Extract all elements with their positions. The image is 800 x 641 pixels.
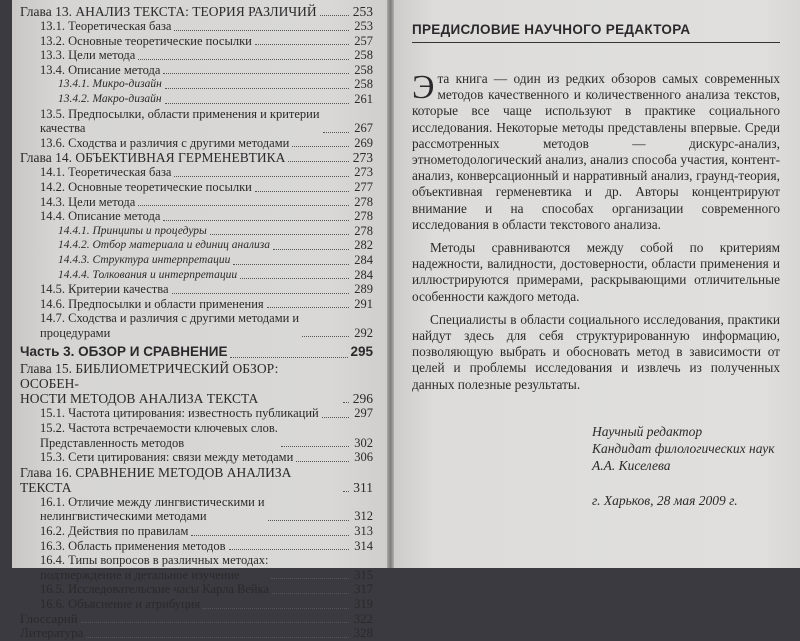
toc-entry — [20, 63, 373, 78]
toc-entry — [20, 421, 373, 450]
toc-entry-page: 284 — [354, 267, 373, 282]
toc-entry — [20, 253, 373, 268]
toc-entry-title: 16.6. Объяснение и атрибуция — [40, 597, 201, 611]
toc-entry-title: 14.4.4. Толкования и интерпретации — [58, 268, 238, 281]
toc-entry-page: 315 — [354, 567, 373, 582]
toc-entry-title: 14.7. Сходства и различия с другими методами и процедурами — [40, 311, 300, 340]
toc-leader-dots — [174, 176, 349, 177]
toc-entry — [20, 34, 373, 49]
toc-entry — [20, 224, 373, 239]
toc-entry — [20, 465, 373, 495]
toc-leader-dots — [138, 59, 349, 60]
toc-entry-page: 312 — [354, 509, 373, 524]
preface-title: ПРЕДИСЛОВИЕ НАУЧНОГО РЕДАКТОРА — [412, 22, 780, 43]
toc-entry-page: 297 — [354, 406, 373, 421]
toc-entry — [20, 165, 373, 180]
toc-leader-dots — [255, 44, 349, 45]
toc-entry — [20, 342, 373, 361]
toc-leader-dots — [323, 132, 349, 133]
toc-leader-dots — [267, 307, 349, 308]
toc-leader-dots — [229, 549, 349, 550]
toc-leader-dots — [271, 578, 349, 579]
toc-entry — [20, 539, 373, 554]
table-of-contents — [20, 4, 373, 641]
toc-entry-title: Глава 16. СРАВНЕНИЕ МЕТОДОВ АНАЛИЗА ТЕКСТА — [20, 464, 292, 495]
toc-entry — [20, 406, 373, 421]
preface-paragraph-3: Специалисты в области социального исследования, практики найдут здесь для себя структурированную информацию, позволяющую выбрать и обосновать метод в зависимости от целей и проблемы исследования и извлечь из полученных данных полезные результаты. — [412, 311, 780, 392]
toc-leader-dots — [343, 491, 349, 492]
book-spine — [387, 0, 394, 568]
toc-entry-title: 16.1. Отличие между лингвистическими и нелингвистическими методами — [40, 494, 265, 524]
toc-leader-dots — [86, 637, 349, 638]
toc-leader-dots — [203, 608, 349, 609]
toc-entry-title: 14.4. Описание метода — [40, 209, 161, 224]
toc-leader-dots — [191, 535, 349, 536]
toc-entry — [20, 582, 373, 597]
toc-entry-title: 16.5. Исследовательские часы Карла Вейка — [40, 582, 270, 597]
toc-entry-title: 13.1. Теоретическая база — [40, 19, 172, 33]
toc-entry-page: 269 — [354, 135, 373, 150]
preface-page — [394, 0, 800, 568]
toc-entry — [20, 612, 373, 627]
toc-entry — [20, 48, 373, 63]
toc-entry-page: 257 — [354, 33, 373, 48]
toc-entry-title: 13.4.1. Микро-дизайн — [58, 78, 162, 91]
toc-entry-title: 13.6. Сходства и различия с другими методами — [40, 135, 290, 150]
toc-entry-page: 253 — [354, 19, 373, 33]
toc-leader-dots — [240, 278, 349, 279]
toc-entry — [20, 450, 373, 465]
toc-entry-title: 15.1. Частота цитирования: известность публикаций — [40, 406, 319, 421]
toc-leader-dots — [174, 30, 349, 31]
toc-entry-page: 258 — [354, 48, 373, 63]
toc-entry-title: 16.2. Действия по правилам — [40, 524, 189, 539]
signature-place-date: г. Харьков, 28 мая 2009 г. — [592, 492, 738, 508]
toc-entry-page: 306 — [354, 450, 373, 465]
toc-entry-title: 16.3. Область применения методов — [40, 538, 226, 553]
toc-entry-title: Литература — [20, 625, 84, 641]
toc-entry-page: 261 — [354, 91, 373, 106]
toc-entry-page: 289 — [354, 282, 373, 297]
toc-entry-title: 14.4.3. Структура интерпретации — [58, 253, 231, 266]
toc-entry — [20, 136, 373, 151]
toc-entry-page: 278 — [354, 194, 373, 209]
signature-degree: Кандидат филологических наук — [592, 440, 775, 456]
toc-entry-title: Часть 3. ОБЗОР И СРАВНЕНИЕ — [20, 344, 228, 360]
toc-entry-title: 14.6. Предпосылки и области применения — [40, 296, 264, 311]
toc-entry — [20, 92, 373, 107]
toc-entry-page: 277 — [354, 179, 373, 194]
toc-leader-dots — [233, 264, 349, 265]
toc-entry-page: 296 — [352, 391, 373, 407]
toc-entry-title: Глава 15. БИБЛИОМЕТРИЧЕСКИЙ ОБЗОР: ОСОБЕН- НОСТИ МЕТОДОВ АНАЛИЗА ТЕКСТА — [20, 361, 279, 407]
toc-entry — [20, 150, 373, 165]
toc-entry-page: 302 — [354, 435, 373, 450]
preface-paragraph-1 — [412, 71, 780, 233]
toc-entry — [20, 19, 373, 34]
toc-leader-dots — [210, 234, 349, 235]
toc-entry-page: 319 — [354, 597, 373, 611]
toc-leader-dots — [165, 103, 349, 104]
toc-leader-dots — [81, 622, 349, 623]
toc-entry — [20, 361, 373, 406]
toc-leader-dots — [272, 593, 349, 594]
toc-entry-title: 13.4. Описание метода — [40, 62, 161, 77]
drop-cap: Э — [412, 69, 435, 106]
toc-leader-dots — [165, 88, 349, 89]
toc-entry-page: 253 — [352, 4, 373, 19]
toc-entry-title: 14.5. Критерии качества — [40, 282, 169, 297]
toc-entry-page: 284 — [354, 252, 373, 267]
toc-entry-title: 14.4.2. Отбор материала и единиц анализа — [58, 239, 270, 252]
toc-entry-title: 14.4.1. Принципы и процедуры — [58, 224, 207, 237]
toc-entry — [20, 77, 373, 92]
toc-entry — [20, 282, 373, 297]
toc-entry-title: 16.4. Типы вопросов в различных методах: подтверждение и детальное изучение — [40, 553, 269, 582]
toc-entry — [20, 297, 373, 312]
toc-entry-page: 278 — [354, 209, 373, 224]
toc-entry-title: Глава 13. АНАЛИЗ ТЕКСТА: ТЕОРИЯ РАЗЛИЧИЙ — [20, 4, 317, 19]
toc-entry-page: 273 — [354, 165, 373, 180]
toc-entry — [20, 626, 373, 641]
toc-entry — [20, 180, 373, 195]
toc-entry-page: 314 — [354, 538, 373, 553]
toc-entry-title: 14.1. Теоретическая база — [40, 165, 172, 180]
signature-name: А.А. Киселева — [592, 457, 671, 473]
toc-entry-title: 14.3. Цели метода — [40, 194, 136, 209]
toc-entry-title: 15.3. Сети цитирования: связи между методами — [40, 450, 294, 465]
toc-entry-title: 13.5. Предпосылки, области применения и критерии качества — [40, 106, 320, 136]
toc-leader-dots — [302, 336, 349, 337]
toc-entry — [20, 195, 373, 210]
toc-entry-page: 317 — [354, 582, 373, 597]
toc-entry-page: 291 — [354, 296, 373, 311]
toc-entry — [20, 311, 373, 340]
toc-leader-dots — [230, 357, 348, 358]
toc-entry-title: 13.3. Цели метода — [40, 48, 136, 63]
toc-leader-dots — [268, 520, 349, 521]
toc-entry-page: 313 — [354, 524, 373, 539]
toc-entry — [20, 238, 373, 253]
toc-entry — [20, 4, 373, 19]
toc-entry-page: 282 — [354, 238, 373, 253]
toc-entry-page: 328 — [353, 625, 373, 641]
toc-entry — [20, 107, 373, 136]
toc-entry-page: 267 — [354, 121, 373, 136]
toc-entry — [20, 597, 373, 612]
preface-paragraph-2: Методы сравниваются между собой по критериям надежности, валидности, достоверности, области применения и иллюстрируются примерами, раскрывающими отличительные особенности каждого метода. — [412, 240, 780, 304]
signature-role: Научный редактор — [592, 423, 703, 439]
toc-entry-page: 322 — [353, 610, 373, 626]
toc-leader-dots — [273, 249, 349, 250]
toc-entry-page: 258 — [354, 62, 373, 77]
toc-leader-dots — [343, 402, 349, 403]
toc-leader-dots — [296, 461, 349, 462]
toc-entry — [20, 268, 373, 283]
preface-paragraph-1-text: та книга — один из редких обзоров самых современных методов качественного и количественного анализа текстов, которые все чаще используют в практике социального исследования. Некоторые методы представлены впервые. Среди рассмотренных методов — дискурс-анализ, этнометодологический анализ, анализ способа участия, контент-анализ, конверсационный и нарративный анализ, граунд-теория, объективная герменевтика и др. Авторы концентрируют внимание и на способах организации современного исследования в области текстового анализа. — [412, 71, 780, 232]
toc-entry — [20, 495, 373, 524]
toc-leader-dots — [322, 417, 349, 418]
toc-entry-title: 13.2. Основные теоретические посылки — [40, 33, 252, 48]
toc-leader-dots — [281, 446, 349, 447]
toc-page — [12, 0, 387, 641]
toc-entry-page: 311 — [353, 479, 373, 495]
toc-leader-dots — [288, 161, 349, 162]
toc-entry-page: 292 — [354, 325, 373, 340]
toc-leader-dots — [292, 146, 349, 147]
toc-entry-page: 273 — [352, 150, 373, 166]
toc-entry-title: Глоссарий — [20, 610, 78, 626]
toc-leader-dots — [163, 220, 349, 221]
toc-entry-page: 295 — [350, 344, 373, 360]
toc-leader-dots — [163, 73, 349, 74]
toc-entry — [20, 524, 373, 539]
toc-entry-title: 14.2. Основные теоретические посылки — [40, 179, 252, 194]
toc-leader-dots — [172, 293, 349, 294]
toc-entry-title: 15.2. Частота встречаемости ключевых слов. Представленность методов — [40, 421, 278, 450]
toc-entry — [20, 209, 373, 224]
toc-entry-page: 258 — [354, 77, 373, 92]
toc-entry-title: 13.4.2. Макро-дизайн — [58, 92, 162, 105]
toc-leader-dots — [255, 191, 349, 192]
toc-leader-dots — [320, 15, 349, 16]
toc-entry-title: Глава 14. ОБЪЕКТИВНАЯ ГЕРМЕНЕВТИКА — [20, 150, 286, 166]
toc-leader-dots — [138, 205, 349, 206]
toc-entry-page: 278 — [354, 223, 373, 238]
